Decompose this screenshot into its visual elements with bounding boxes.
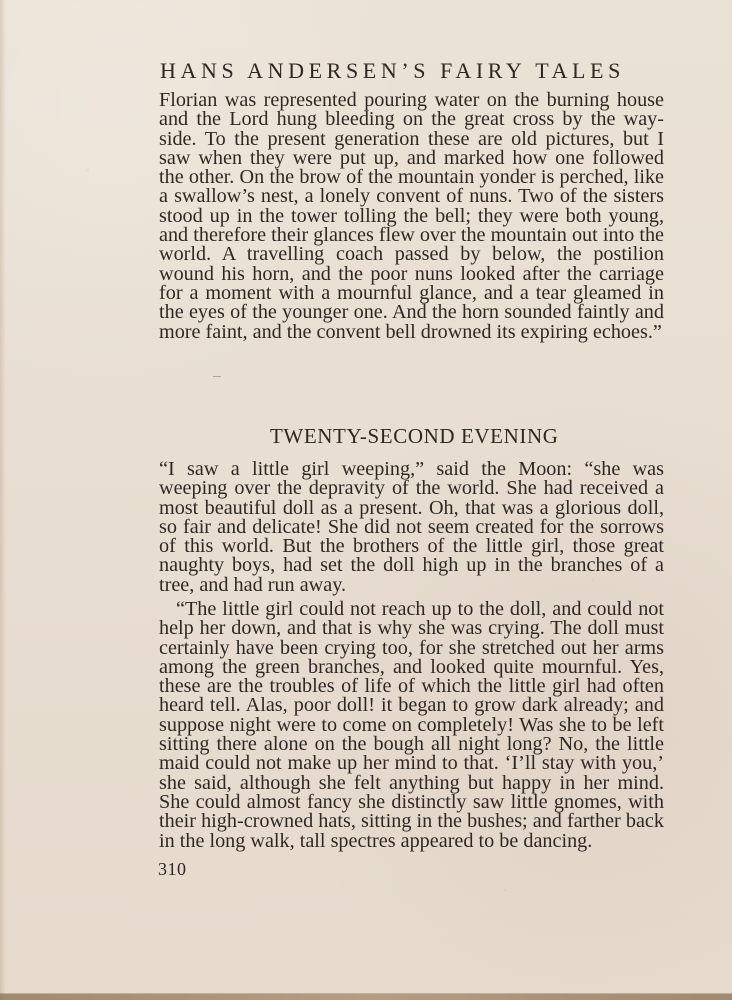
bottom-edge (0, 994, 732, 1000)
paragraph-2: “I saw a little girl weeping,” said the Moon: “she was weeping over the depravity of the world. She had received a most beautiful doll as a present. Oh, that was a glorious doll, so fair and delicate! She did not seem created for the sorrows of this world. But the brothers of the little girl, those great naughty boys, had set the doll high up in the branches of a tree, and had run away. (159, 458, 664, 596)
paragraph-1: Florian was represented pouring water on the burning house and the Lord hung bleeding on the great cross by the way-side. To the present generation these are old pictures, but I saw when they were put up, and marked how one followed the other. On the brow of the mountain yonder is perched, like a swallow’s nest, a lonely convent of nuns. Two of the sisters stood up in the tower tolling the bell; they were both young, and therefore their glances flew over the mountain out into the world. A travelling coach passed by below, the postilion wound his horn, and the poor nuns looked after the carriage for a moment with a mournful glance, and a tear gleamed in the eyes of the younger one. And the horn sounded faintly and more faint, and the convent bell drowned its expiring echoes.” (159, 89, 664, 343)
page-left-shadow (0, 0, 6, 1000)
paragraph-3: “The little girl could not reach up to the doll, and could not help her down, and that is why she was crying. The doll must certainly have been crying too, for she stretched out her arms among the green branches, and looked quite mournful. Yes, these are the troubles of life of which the little girl had often heard tell. Alas, poor doll! it began to grow dark already; and suppose night were to come on completely! Was she to be left sitting there alone on the bough all night long? No, the little maid could not make up her mind to that. ‘I’ll stay with you,’ she said, although she felt anything but happy in her mind. She could almost fancy she distinctly saw little gnomes, with their high-crowned hats, sitting in the bushes; and farther back in the long walk, tall spectres appeared to be dancing. (159, 598, 664, 852)
section-title: TWENTY-SECOND EVENING (270, 424, 559, 448)
running-header: HANS ANDERSEN’S FAIRY TALES (160, 58, 625, 83)
small-print-mark (213, 376, 221, 377)
page-number: 310 (158, 859, 187, 879)
